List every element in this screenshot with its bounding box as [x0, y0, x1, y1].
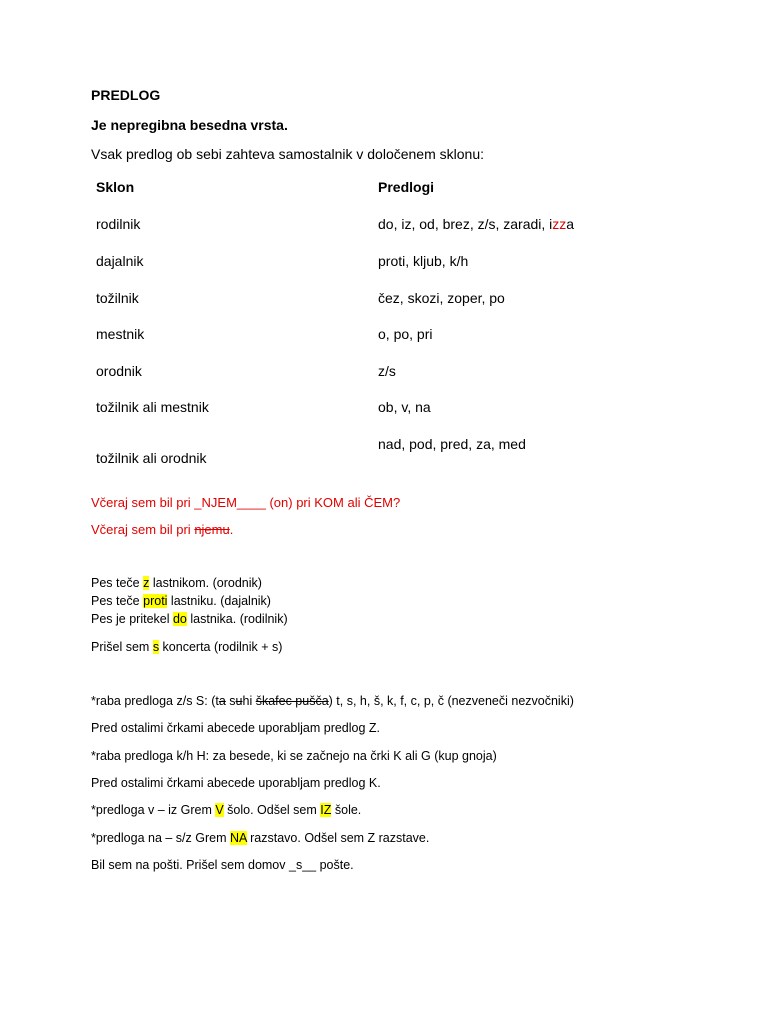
sklon-cell: tožilnik ali mestnik — [96, 399, 209, 415]
intro-text: Vsak predlog ob sebi zahteva samostalnik v določenem sklonu: — [91, 146, 484, 162]
predlogi-cell: nad, pod, pred, za, med — [378, 436, 526, 452]
predlogi-cell: o, po, pri — [378, 326, 433, 342]
header-predlogi: Predlogi — [378, 179, 435, 195]
red-question: Včeraj sem bil pri _NJEM____ (on) pri KOM ali ČEM? — [91, 495, 401, 510]
example-line: Prišel sem s koncerta (rodilnik + s) — [91, 640, 283, 654]
rule-line: *raba predloga z/s S: (ta suhi škafec pušča) t, s, h, š, k, f, c, p, č (nezveneči nezvočniki) — [91, 694, 574, 708]
rule-line: Bil sem na pošti. Prišel sem domov _s__ pošte. — [91, 858, 354, 872]
predlogi-cell: z/s — [378, 363, 396, 379]
predlogi-cell: ob, v, na — [378, 399, 431, 415]
example-line: Pes teče z lastnikom. (orodnik) — [91, 576, 262, 590]
example-line: Pes je pritekel do lastnika. (rodilnik) — [91, 612, 288, 626]
rule-line: *predloga v – iz Grem V šolo. Odšel sem IZ šole. — [91, 803, 362, 817]
sklon-cell: mestnik — [96, 326, 145, 342]
sklon-cell: tožilnik ali orodnik — [96, 450, 207, 466]
sklon-cell: rodilnik — [96, 216, 141, 232]
rule-line: *raba predloga k/h H: za besede, ki se začnejo na črki K ali G (kup gnoja) — [91, 749, 497, 763]
rule-line: *predloga na – s/z Grem NA razstavo. Odšel sem Z razstave. — [91, 831, 430, 845]
predlogi-cell: čez, skozi, zoper, po — [378, 290, 505, 306]
sklon-cell: dajalnik — [96, 253, 144, 269]
subtitle: Je nepregibna besedna vrsta. — [91, 117, 288, 133]
page-title: PREDLOG — [91, 87, 161, 103]
predlogi-cell: proti, kljub, k/h — [378, 253, 469, 269]
sklon-cell: tožilnik — [96, 290, 139, 306]
rule-line: Pred ostalimi črkami abecede uporabljam predlog Z. — [91, 721, 381, 735]
sklon-cell: orodnik — [96, 363, 142, 379]
rule-line: Pred ostalimi črkami abecede uporabljam predlog K. — [91, 776, 381, 790]
red-answer: Včeraj sem bil pri njemu. — [91, 522, 234, 537]
predlogi-cell: do, iz, od, brez, z/s, zaradi, izza — [378, 216, 575, 232]
example-line: Pes teče proti lastniku. (dajalnik) — [91, 594, 271, 608]
header-sklon: Sklon — [96, 179, 135, 195]
